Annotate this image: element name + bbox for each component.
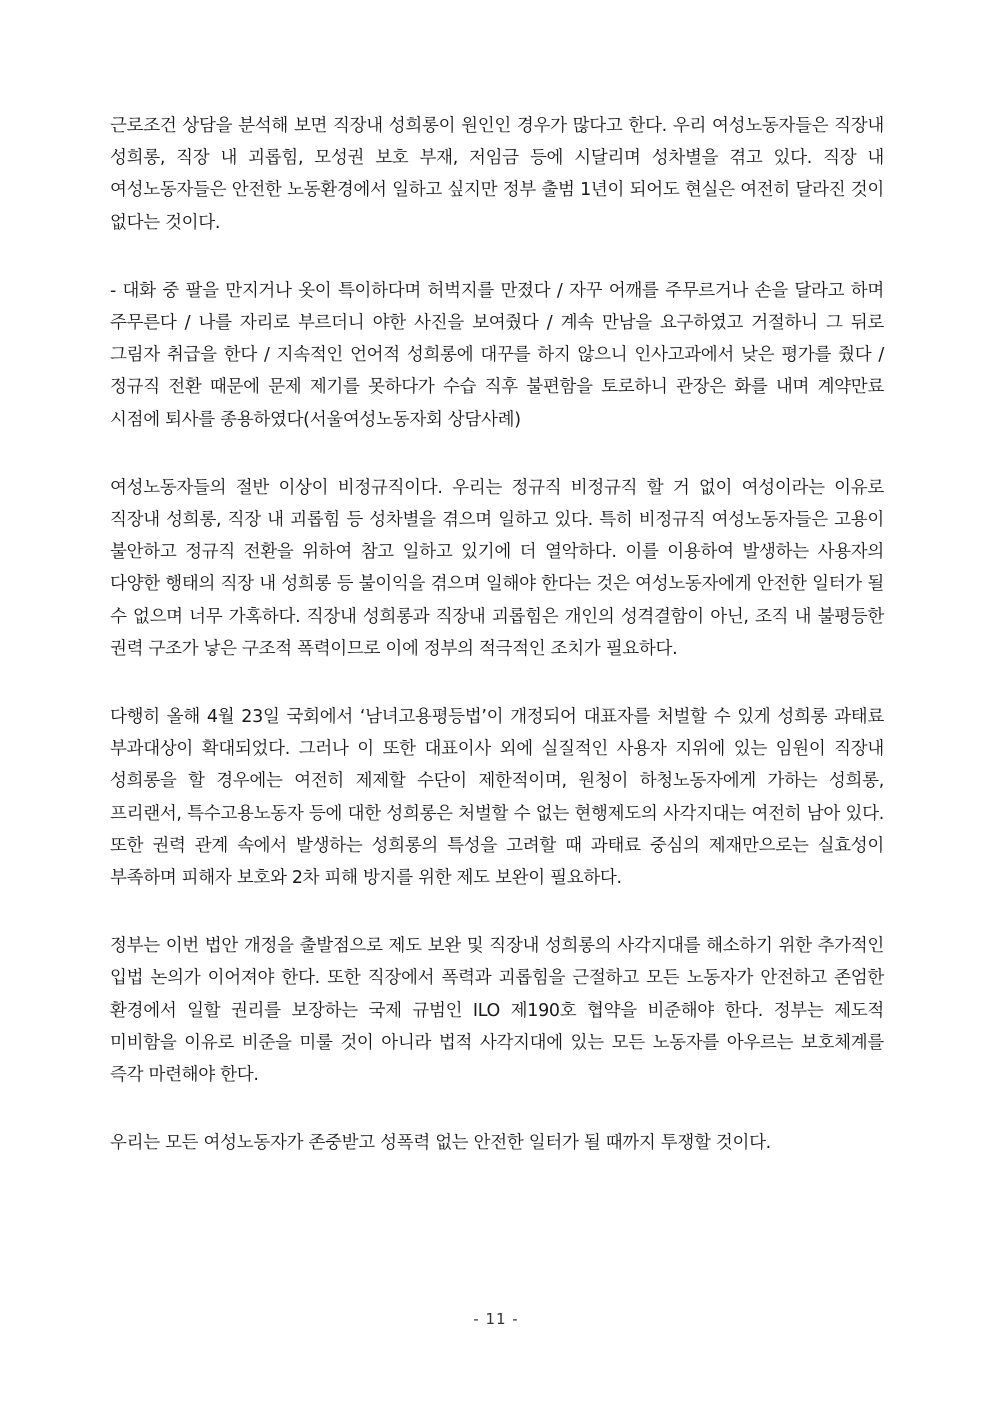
paragraph-ilo-convention: 정부는 이번 법안 개정을 출발점으로 제도 보완 및 직장내 성희롱의 사각지대를 해소하기 위한 추가적인 입법 논의가 이어져야 한다. 또한 직장에서 폭력과 괴롭힘을 근절하고 모든 노동자가 안전하고 존엄한 환경에서 일할 권리를 보장하는 국제 규범인 ILO 제190호 협약을 비준해야 한다. 정부는 제도적 미비함을 이유로 비준을 미룰 것이 아니라 법적 사각지대에 있는 모든 노동자를 아우르는 보호체계를 즉각 마련해야 한다. — [110, 936, 884, 1086]
paragraph-counseling-cases: - 대화 중 팔을 만지거나 옷이 특이하다며 허벅지를 만졌다 / 자꾸 어깨를 주무르거나 손을 달라고 하며 주무른다 / 나를 자리로 부르더니 야한 사진을 보여줬다 / 계속 만남을 요구하였고 거절하니 그 뒤로 그림자 취급을 한다 / 지속적인 언어적 성희롱에 대꾸를 하지 않으니 인사고과에서 낮은 평가를 줬다 / 정규직 전환 때문에 문제 제기를 못하다가 수습 직후 불편함을 토로하니 관장은 화를 내며 계약만료 시점에 퇴사를 종용하였다(서울여성노동자회 상담사례) — [110, 280, 884, 430]
paragraph-working-conditions: 근로조건 상담을 분석해 보면 직장내 성희롱이 원인인 경우가 많다고 한다. 우리 여성노동자들은 직장내 성희롱, 직장 내 괴롭힘, 모성권 보호 부재, 저임금 등에 시달리며 성차별을 겪고 있다. 직장 내 여성노동자들은 안전한 노동환경에서 일하고 싶지만 정부 출범 1년이 되어도 현실은 여전히 달라진 것이 없다는 것이다. — [110, 116, 884, 233]
paragraph-equal-employment-act: 다행히 올해 4월 23일 국회에서 ‘남녀고용평등법’이 개정되어 대표자를 처벌할 수 있게 성희롱 과태료 부과대상이 확대되었다. 그러나 이 또한 대표이사 외에 실질적인 사용자 지위에 있는 임원이 직장내 성희롱을 할 경우에는 여전히 제제할 수단이 제한적이며, 원청이 하청노동자에게 가하는 성희롱, 프리랜서, 특수고용노동자 등에 대한 성희롱은 처벌할 수 없는 현행제도의 사각지대는 여전히 남아 있다. 또한 권력 관계 속에서 발생하는 성희롱의 특성을 고려할 때 과태료 중심의 제재만으로는 실효성이 부족하며 피해자 보호와 2차 피해 방지를 위한 제도 보완이 필요하다. — [110, 707, 884, 889]
paragraph-irregular-workers: 여성노동자들의 절반 이상이 비정규직이다. 우리는 정규직 비정규직 할 거 없이 여성이라는 이유로 직장내 성희롱, 직장 내 괴롭힘 등 성차별을 겪으며 일하고 있다. 특히 비정규직 여성노동자들은 고용이 불안하고 정규직 전환을 위하여 참고 일하고 있기에 더 열악하다. 이를 이용하여 발생하는 사용자의 다양한 행태의 직장 내 성희롱 등 불이익을 겪으며 일해야 한다는 것은 여성노동자에게 안전한 일터가 될 수 없으며 너무 가혹하다. 직장내 성희롱과 직장내 괴롭힘은 개인의 성격결함이 아닌, 조직 내 불평등한 권력 구조가 낳은 구조적 폭력이므로 이에 정부의 적극적인 조치가 필요하다. — [110, 477, 884, 659]
paragraph-closing-statement: 우리는 모든 여성노동자가 존중받고 성폭력 없는 안전한 일터가 될 때까지 투쟁할 것이다. — [110, 1133, 771, 1154]
document-body — [110, 110, 884, 1195]
page-number: - 11 - — [473, 1310, 519, 1328]
